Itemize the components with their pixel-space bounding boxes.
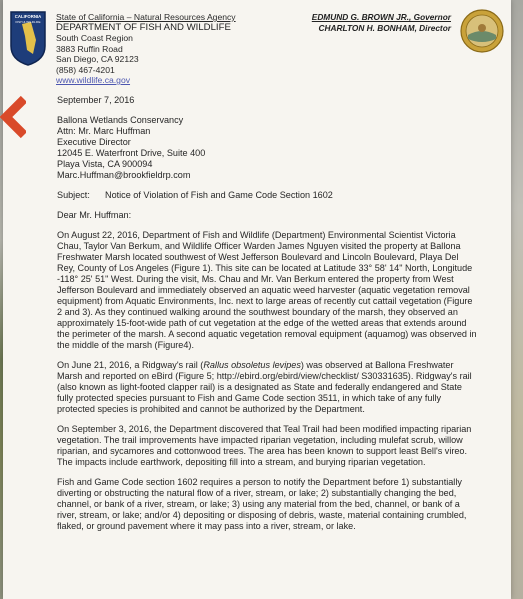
- letterhead-agency: State of California – Natural Resources Agency: [56, 12, 236, 22]
- paragraph-2: [57, 360, 477, 415]
- letterhead-department: DEPARTMENT OF FISH AND WILDLIFE: [56, 22, 231, 34]
- paragraph-2-start: On June 21, 2016, a Ridgway's rail (: [57, 360, 204, 370]
- paragraph-1: On August 22, 2016, Department of Fish and Wildlife (Department) Environmental Scientist Victoria Chau, Taylor Van Berkum, and Wildlife Officer Warden James Nguyen visited the property at Ballona Freshwater Marsh located southwest of West Jefferson Boulevard and Lincoln Boulevard, Playa Del Rey, County of Los Angeles (Figure 1). This site can be located at Latitude 33° 58' 14" North, Longitude -118° 25' 51" West. During the visit, Ms. Chau and Mr. Van Berkum entered the property from West Jefferson Boulevard and immediately observed an aquatic weed harvester (aquatic vegetation removal equipment) from Aquatic Environments, Inc. next to large areas of recently cut cattail vegetation (Figure 2 and 3). As they continued walking around the southwest boundary of the marsh, they observed an approximately 15-foot-wide path of cut vegetation at the edge of the wetted areas that extends around the perimeter of the marsh. A second aquatic vegetation removal equipment (aquamog) was observed in the middle of the marsh (Figure4).: [57, 230, 477, 350]
- letterhead-region: South Coast Region: [56, 33, 133, 44]
- letter-page: [3, 0, 511, 599]
- letterhead: [56, 12, 236, 85]
- recipient-address: [57, 115, 477, 181]
- cdfw-logo: [9, 10, 47, 66]
- governor-name: EDMUND G. BROWN JR., Governor: [311, 12, 451, 22]
- subject-line: [57, 190, 477, 201]
- officials: [312, 12, 451, 34]
- letter-body: [57, 95, 477, 541]
- director-name: CHARLTON H. BONHAM, Director: [318, 23, 451, 33]
- letterhead-street: 3883 Ruffin Road: [56, 43, 123, 54]
- subject-text: Notice of Violation of Fish and Game Code Section 1602: [105, 190, 333, 200]
- recipient-org: Ballona Wetlands Conservancy: [57, 115, 184, 125]
- subject-label: Subject:: [57, 190, 90, 200]
- logo-text-1: CALIFORNIA: [14, 14, 42, 19]
- letterhead-url[interactable]: www.wildlife.ca.gov: [56, 75, 131, 86]
- state-seal: [460, 9, 504, 53]
- recipient-attn: Attn: Mr. Marc Huffman: [57, 126, 151, 136]
- recipient-street: 12045 E. Waterfront Drive, Suite 400: [57, 148, 206, 158]
- paragraph-4: Fish and Game Code section 1602 requires a person to notify the Department before 1) substantially diverting or obstructing the natural flow of a river, stream, or lake; 2) substantially changing the bed, channel, or bank of a river, stream, or lake; 3) using any material from the bed, channel, or bank of a river, stream, or lake; and/or 4) depositing or disposing of debris, waste, material containing crumbled, flaked, or ground pavement where it may pass into a river, stream, or lake.: [57, 477, 467, 531]
- letterhead-phone: (858) 467-4201: [56, 64, 115, 75]
- paragraph-3: On September 3, 2016, the Department discovered that Teal Trail had been modified impacting riparian vegetation. The trail improvements have impacted riparian vegetation, including mulefat scrub, willow riparian, and sycamores and cottonwood trees. The area has been known to support least Bell's vireo. The impacts include earthwork, depositing fill into a stream, and burying riparian vegetation.: [57, 424, 472, 467]
- paragraph-2-end: ) was observed at Ballona Freshwater Marsh and reported on eBird (Figure 5; http://ebird.org/ebird/view/checklist/ S30331635). Ridgway's rail (also known as light-footed clapper rail) is a designated as State and federally endangered and State fully protected species pursuant to Fish and Game Code section 3511, in which take of any fully protected species is prohibited and cannot be authorized by the Department.: [57, 360, 472, 414]
- species-name: Rallus obsoletus levipes: [203, 360, 301, 370]
- letterhead-city: San Diego, CA 92123: [56, 54, 139, 65]
- recipient-title: Executive Director: [57, 137, 131, 147]
- salutation: Dear Mr. Huffman:: [57, 210, 132, 220]
- letter-date: September 7, 2016: [57, 95, 135, 105]
- logo-text-2: FISH & WILDLIFE: [15, 20, 41, 24]
- recipient-email[interactable]: Marc.Huffman@brookfieldrp.com: [57, 170, 191, 180]
- recipient-city: Playa Vista, CA 900094: [57, 159, 153, 169]
- back-arrow-icon[interactable]: [0, 95, 26, 139]
